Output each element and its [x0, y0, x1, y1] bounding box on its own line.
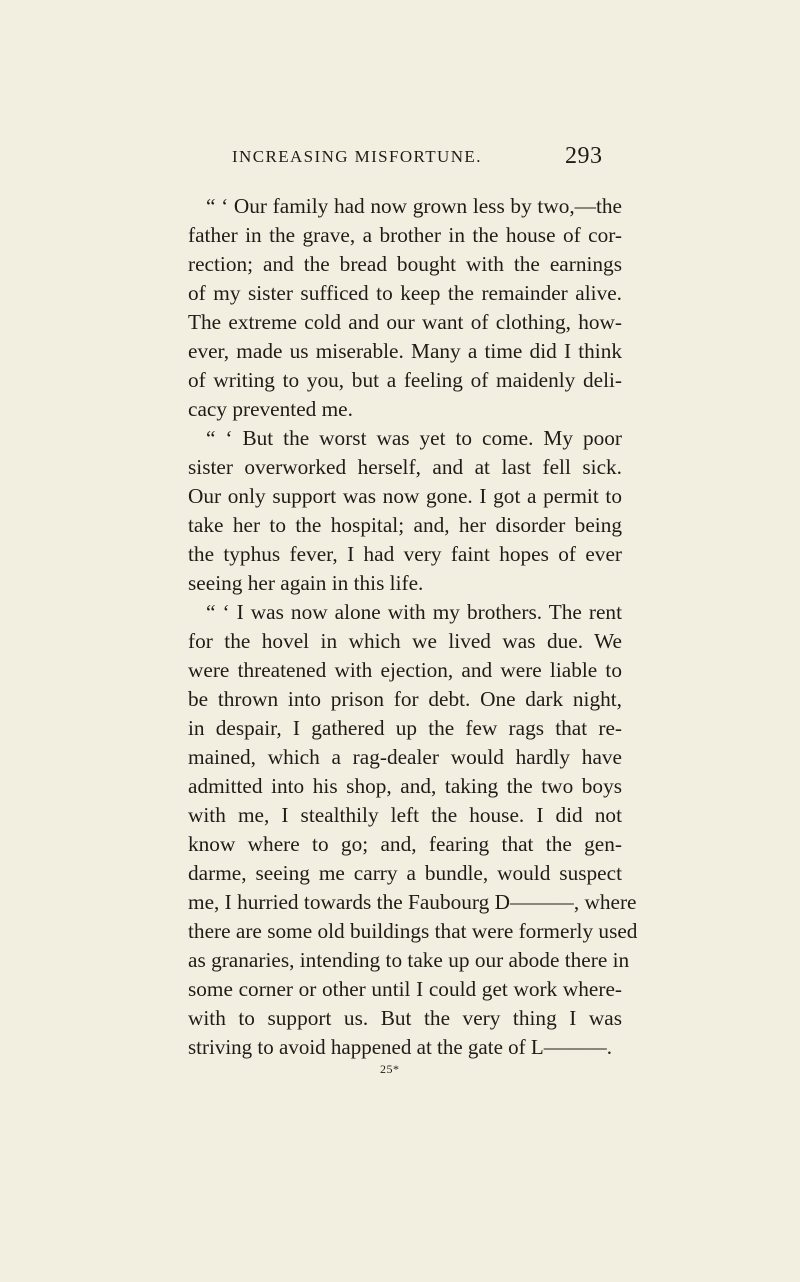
text-line: rection; and the bread bought with the earnings	[188, 252, 622, 276]
text-line: of my sister sufficed to keep the remainder alive.	[188, 281, 622, 305]
text-line: Our only support was now gone. I got a permit to	[188, 484, 622, 508]
text-line: “ ‘ But the worst was yet to come. My poor	[206, 426, 622, 450]
text-line: for the hovel in which we lived was due. We	[188, 629, 622, 653]
text-line: know where to go; and, fearing that the gen-	[188, 832, 622, 856]
text-line: in despair, I gathered up the few rags that re-	[188, 716, 622, 740]
page-number: 293	[565, 143, 603, 169]
text-line: sister overworked herself, and at last fell sick.	[188, 455, 622, 479]
text-line: ever, made us miserable. Many a time did I think	[188, 339, 622, 363]
text-line: striving to avoid happened at the gate of L———.	[188, 1035, 612, 1059]
text-line: as granaries, intending to take up our abode there in	[188, 948, 630, 972]
text-line: were threatened with ejection, and were liable to	[188, 658, 622, 682]
text-line: mained, which a rag-dealer would hardly have	[188, 745, 622, 769]
running-title: INCREASING MISFORTUNE.	[232, 147, 482, 166]
text-line: take her to the hospital; and, her disorder being	[188, 513, 622, 537]
text-line: “ ‘ I was now alone with my brothers. The rent	[206, 600, 622, 624]
text-line: “ ‘ Our family had now grown less by two,—the	[206, 194, 622, 218]
text-line: some corner or other until I could get work where-	[188, 977, 622, 1001]
text-line: with to support us. But the very thing I was	[188, 1006, 622, 1030]
text-line: be thrown into prison for debt. One dark night,	[188, 687, 622, 711]
text-line: with me, I stealthily left the house. I did not	[188, 803, 622, 827]
text-line: of writing to you, but a feeling of maidenly deli-	[188, 368, 622, 392]
text-line: seeing her again in this life.	[188, 571, 424, 595]
text-line: admitted into his shop, and, taking the two boys	[188, 774, 622, 798]
text-line: there are some old buildings that were formerly used	[188, 919, 638, 943]
text-line: The extreme cold and our want of clothing, how-	[188, 310, 622, 334]
text-line: me, I hurried towards the Faubourg D———, where	[188, 890, 637, 914]
text-line: father in the grave, a brother in the house of cor-	[188, 223, 622, 247]
text-line: cacy prevented me.	[188, 397, 353, 421]
text-line: the typhus fever, I had very faint hopes of ever	[188, 542, 622, 566]
text-line: darme, seeing me carry a bundle, would suspect	[188, 861, 622, 885]
signature-mark: 25*	[380, 1062, 400, 1076]
